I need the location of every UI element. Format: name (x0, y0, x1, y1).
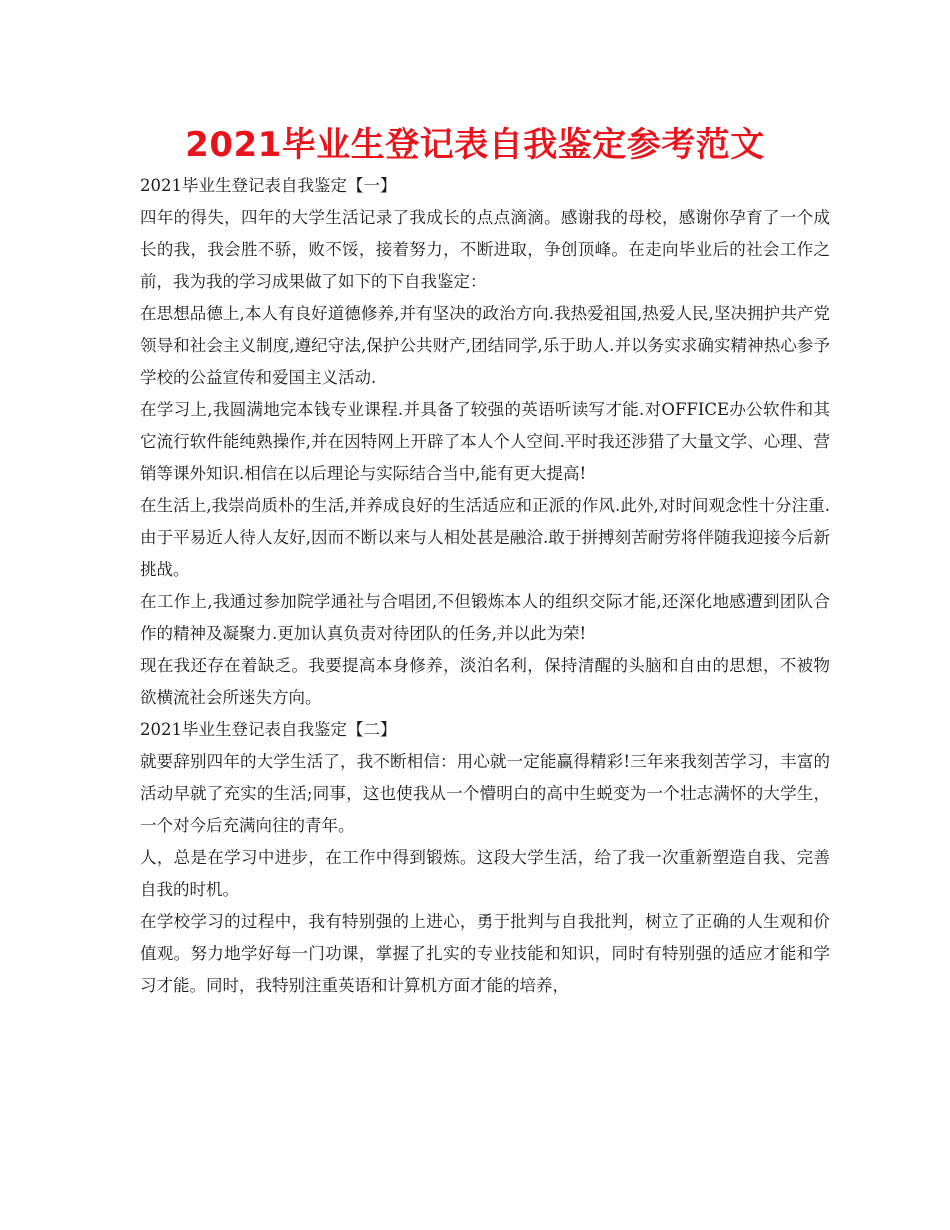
paragraph: 四年的得失，四年的大学生活记录了我成长的点点滴滴。感谢我的母校，感谢你孕育了一个成长的我，我会胜不骄，败不馁，接着努力，不断进取，争创顶峰。在走向毕业后的社会工作之前，我为我的学习成果做了如下的下自我鉴定： (140, 208, 830, 291)
paragraph: 人，总是在学习中进步，在工作中得到锻炼。这段大学生活，给了我一次重新塑造自我、完善自我的时机。 (140, 848, 830, 899)
paragraph: 在学习上,我圆满地完本钱专业课程.并具备了较强的英语听读写才能.对OFFICE办公软件和其它流行软件能纯熟操作,并在因特网上开辟了本人个人空间.平时我还涉猎了大量文学、心理、营销等课外知识.相信在以后理论与实际结合当中,能有更大提高! (140, 400, 830, 483)
paragraph: 就要辞别四年的大学生活了，我不断相信：用心就一定能赢得精彩!三年来我刻苦学习，丰富的活动早就了充实的生活;同事，这也使我从一个懵明白的高中生蜕变为一个壮志满怀的大学生，一个对今后充满向往的青年。 (140, 752, 830, 835)
document-title: 2021毕业生登记表自我鉴定参考范文 (185, 125, 765, 165)
paragraph: 在学校学习的过程中，我有特别强的上进心，勇于批判与自我批判，树立了正确的人生观和价值观。努力地学好每一门功课，掌握了扎实的专业技能和知识，同时有特别强的适应才能和学习才能。同时，我特别注重英语和计算机方面才能的培养， (140, 912, 830, 995)
section-heading: 2021毕业生登记表自我鉴定【一】 (140, 176, 397, 195)
paragraph: 在生活上,我崇尚质朴的生活,并养成良好的生活适应和正派的作风.此外,对时间观念性十分注重.由于平易近人待人友好,因而不断以来与人相处甚是融洽.敢于拼搏刻苦耐劳将伴随我迎接今后新挑战。 (140, 496, 830, 579)
document-body (140, 170, 830, 1002)
paragraph: 在工作上,我通过参加院学通社与合唱团,不但锻炼本人的组织交际才能,还深化地感遭到团队合作的精神及凝聚力.更加认真负责对待团队的任务,并以此为荣! (140, 592, 830, 643)
paragraph: 在思想品德上,本人有良好道德修养,并有坚决的政治方向.我热爱祖国,热爱人民,坚决拥护共产党领导和社会主义制度,遵纪守法,保护公共财产,团结同学,乐于助人.并以务实求确实精神热心参予学校的公益宣传和爱国主义活动. (140, 304, 830, 387)
paragraph: 现在我还存在着缺乏。我要提高本身修养，淡泊名利，保持清醒的头脑和自由的思想，不被物欲横流社会所迷失方向。 (140, 656, 830, 707)
section-heading: 2021毕业生登记表自我鉴定【二】 (140, 720, 397, 739)
